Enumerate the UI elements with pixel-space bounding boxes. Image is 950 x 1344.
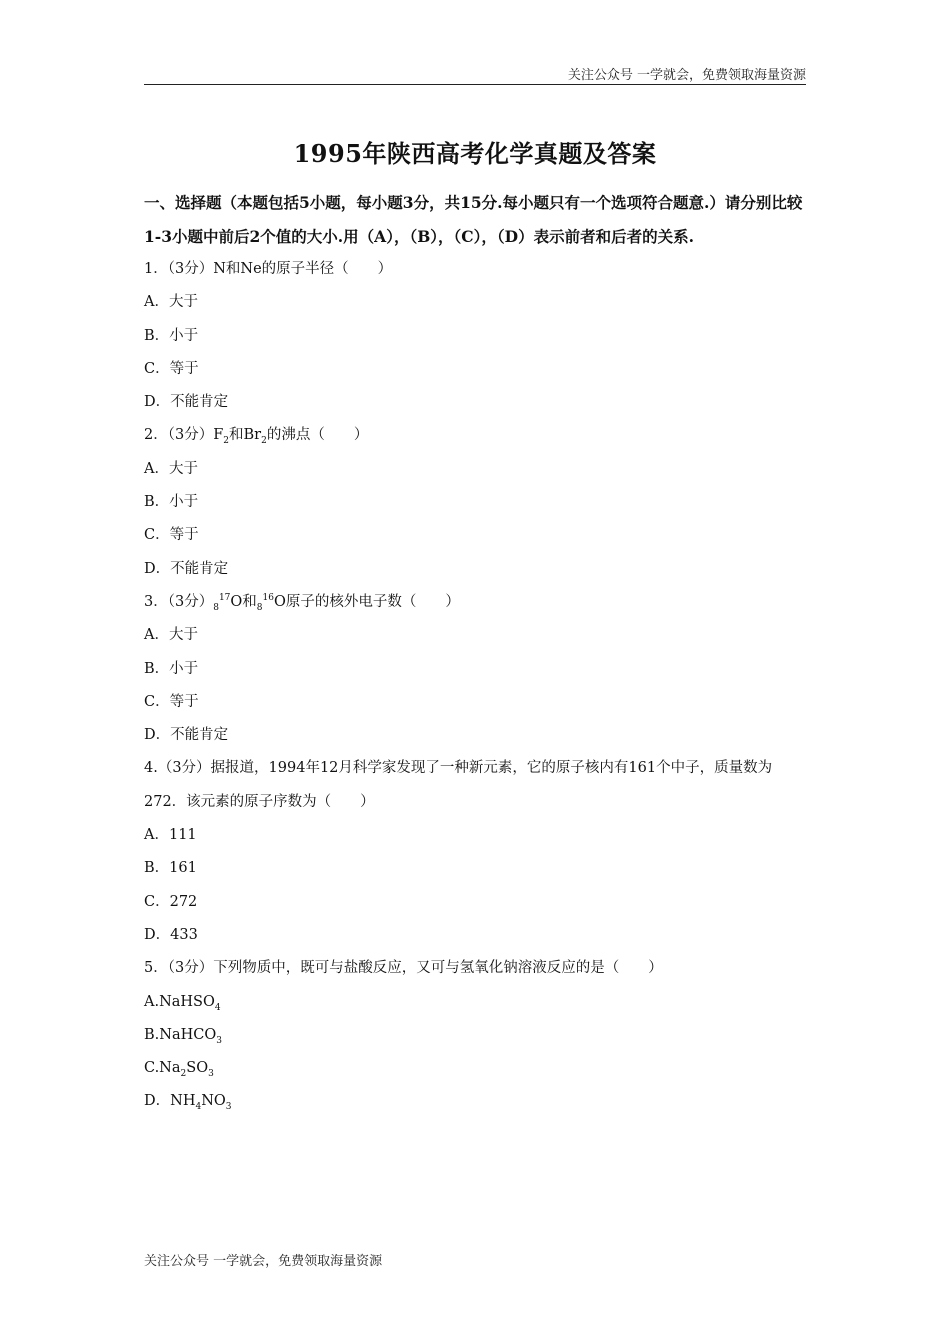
question-5-option-b: B.NaHCO$_3$ xyxy=(144,1026,222,1046)
section-instructions: 一、选择题（本题包括5小题，每小题3分，共15分.每小题只有一个选项符合题意.）请分别比较1-3小题中前后2个值的大小.用（A），（B），（C），（D）表示前者和后者的关系. xyxy=(144,193,803,246)
question-5-option-d: D．$NH_4NO_3$ xyxy=(144,1093,232,1113)
question-2-option-c: C．等于 xyxy=(144,527,199,544)
question-1-option-d: D．不能肯定 xyxy=(144,394,229,411)
question-4-option-d: D．433 xyxy=(144,926,198,943)
question-3-option-c: C．等于 xyxy=(144,693,199,710)
question-3-option-d: D．不能肯定 xyxy=(144,727,229,744)
question-2-option-d: D．不能肯定 xyxy=(144,560,229,577)
question-4-option-c: C．272 xyxy=(144,893,198,910)
footer-note: 关注公众号 一学就会，免费领取海量资源 xyxy=(144,1254,383,1269)
question-2-option-b: B．小于 xyxy=(144,494,199,511)
question-4-option-a: A．111 xyxy=(144,827,197,844)
question-3-stem: 3．（3分）$_8^{17}O$和$_8^{16}$O原子的核外电子数（ ） xyxy=(144,593,460,613)
question-1-stem: 1．（3分）N和Ne的原子半径（ ） xyxy=(144,261,393,277)
question-1-option-a: A．大于 xyxy=(144,294,198,311)
question-4-stem: 4.（3分）据报道，1994年12月科学家发现了一种新元素，它的原子核内有161个中子，质量数为272．该元素的原子序数为（ ） xyxy=(144,760,773,810)
question-2-stem: 2．（3分）$F_2$和$Br_2$的沸点（ ） xyxy=(144,427,369,447)
question-5-stem: 5．（3分）下列物质中，既可与盐酸反应，又可与氢氧化钠溶液反应的是（ ） xyxy=(144,960,663,977)
header-note: 关注公众号 一学就会，免费领取海量资源 xyxy=(567,68,806,83)
question-3-option-a: A．大于 xyxy=(144,627,198,644)
question-list xyxy=(144,253,806,1119)
question-1-option-c: C．等于 xyxy=(144,360,199,377)
question-2-option-a: A．大于 xyxy=(144,460,198,477)
page-title: 1995年陕西高考化学真题及答案 xyxy=(293,139,657,168)
header-rule xyxy=(144,84,806,85)
question-5-option-c: $C.Na_2SO_3$ xyxy=(144,1060,214,1080)
question-5-option-a: A.NaHSO$_4$ xyxy=(144,993,221,1013)
question-1-option-b: B．小于 xyxy=(144,327,199,344)
question-3-option-b: B．小于 xyxy=(144,660,199,677)
question-4-option-b: B．161 xyxy=(144,860,197,877)
